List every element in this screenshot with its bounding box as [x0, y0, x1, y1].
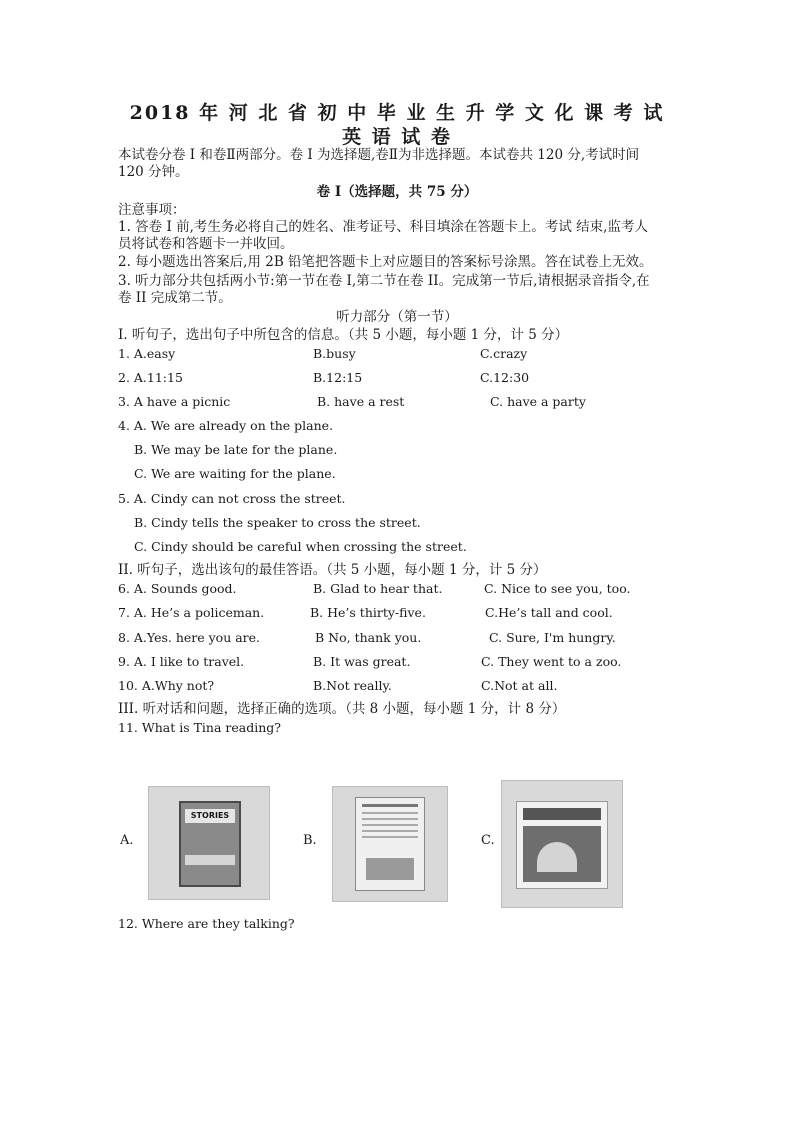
q11-label-c: C. [481, 833, 495, 848]
q2-option-a: 2. A.11:15 [118, 370, 183, 385]
q4-option-b: B. We may be late for the plane. [134, 442, 338, 457]
magazine-icon [516, 801, 608, 889]
book-cover-icon [179, 801, 241, 887]
note-3-cont: 卷 II 完成第二节。 [118, 290, 232, 306]
q3-option-c: C. have a party [490, 394, 586, 409]
q7-option-a: 7. A. He’s a policeman. [118, 605, 265, 620]
section-heading: 卷 I（选择题，共 75 分） [316, 184, 478, 200]
q8-option-b: B No, thank you. [315, 630, 422, 645]
q1-option-a: 1. A.easy [118, 346, 176, 361]
note-3: 3. 听力部分共包括两小节:第一节在卷 I,第二节在卷 II。完成第一节后,请根据录音指令,在 [118, 273, 650, 289]
intro-text: 本试卷分卷 I 和卷Ⅱ两部分。卷 I 为选择题,卷Ⅱ为非选择题。本试卷共 120 分,考试时间 [118, 147, 640, 163]
q10-option-c: C.Not at all. [481, 678, 558, 693]
q5-option-c: C. Cindy should be careful when crossing the street. [134, 539, 467, 554]
book-title-band: STORIES [185, 809, 235, 823]
q10-option-a: 10. A.Why not? [118, 678, 215, 693]
q2-option-b: B.12:15 [313, 370, 363, 385]
book-lower-band [185, 855, 235, 865]
q11-label-a: A. [120, 833, 134, 848]
q11-label-b: B. [303, 833, 317, 848]
notes-title: 注意事项： [118, 202, 186, 218]
q7-option-c: C.He’s tall and cool. [485, 605, 613, 620]
q6-option-c: C. Nice to see you, too. [484, 581, 631, 596]
q9-option-a: 9. A. I like to travel. [118, 654, 245, 669]
intro-text-cont: 120 分钟。 [118, 164, 189, 180]
q7-option-b: B. He’s thirty-five. [310, 605, 426, 620]
note-2: 2. 每小题选出答案后,用 2B 铅笔把答题卡上对应题目的答案标号涂黑。答在试卷上无效。 [118, 254, 653, 270]
q9-option-c: C. They went to a zoo. [481, 654, 622, 669]
q11-question: 11. What is Tina reading? [118, 720, 281, 735]
note-1-cont: 员将试卷和答题卡一并收回。 [118, 236, 294, 252]
page-subtitle: 英 语 试 卷 [342, 126, 452, 148]
q3-option-b: B. have a rest [317, 394, 405, 409]
q8-option-c: C. Sure, I'm hungry. [489, 630, 616, 645]
q10-option-b: B.Not really. [313, 678, 392, 693]
q3-option-a: 3. A have a picnic [118, 394, 231, 409]
part3-instruction: III. 听对话和问题，选择正确的选项。（共 8 小题，每小题 1 分，计 8 分） [118, 701, 566, 717]
q9-option-b: B. It was great. [313, 654, 411, 669]
q2-option-c: C.12:30 [480, 370, 530, 385]
q11-image-c [501, 780, 623, 908]
q1-option-c: C.crazy [480, 346, 528, 361]
q12-question: 12. Where are they talking? [118, 916, 295, 931]
page-title: 2018 年 河 北 省 初 中 毕 业 生 升 学 文 化 课 考 试 [129, 102, 665, 124]
q1-option-b: B.busy [313, 346, 356, 361]
q11-image-b [332, 786, 448, 902]
q4-option-a: 4. A. We are already on the plane. [118, 418, 334, 433]
q6-option-b: B. Glad to hear that. [313, 581, 443, 596]
listening-heading: 听力部分（第一节） [336, 309, 458, 325]
newspaper-icon [355, 797, 425, 891]
q5-option-a: 5. A. Cindy can not cross the street. [118, 491, 346, 506]
note-1: 1. 答卷 I 前,考生务必将自己的姓名、准考证号、科目填涂在答题卡上。考试 结束,监考人 [118, 219, 648, 235]
q11-image-a [148, 786, 270, 900]
q5-option-b: B. Cindy tells the speaker to cross the street. [134, 515, 421, 530]
q8-option-a: 8. A.Yes. here you are. [118, 630, 261, 645]
q6-option-a: 6. A. Sounds good. [118, 581, 237, 596]
q4-option-c: C. We are waiting for the plane. [134, 466, 336, 481]
part2-instruction: II. 听句子，选出该句的最佳答语。（共 5 小题，每小题 1 分，计 5 分） [118, 562, 547, 578]
part1-instruction: I. 听句子，选出句子中所包含的信息。（共 5 小题，每小题 1 分，计 5 分） [118, 327, 569, 343]
